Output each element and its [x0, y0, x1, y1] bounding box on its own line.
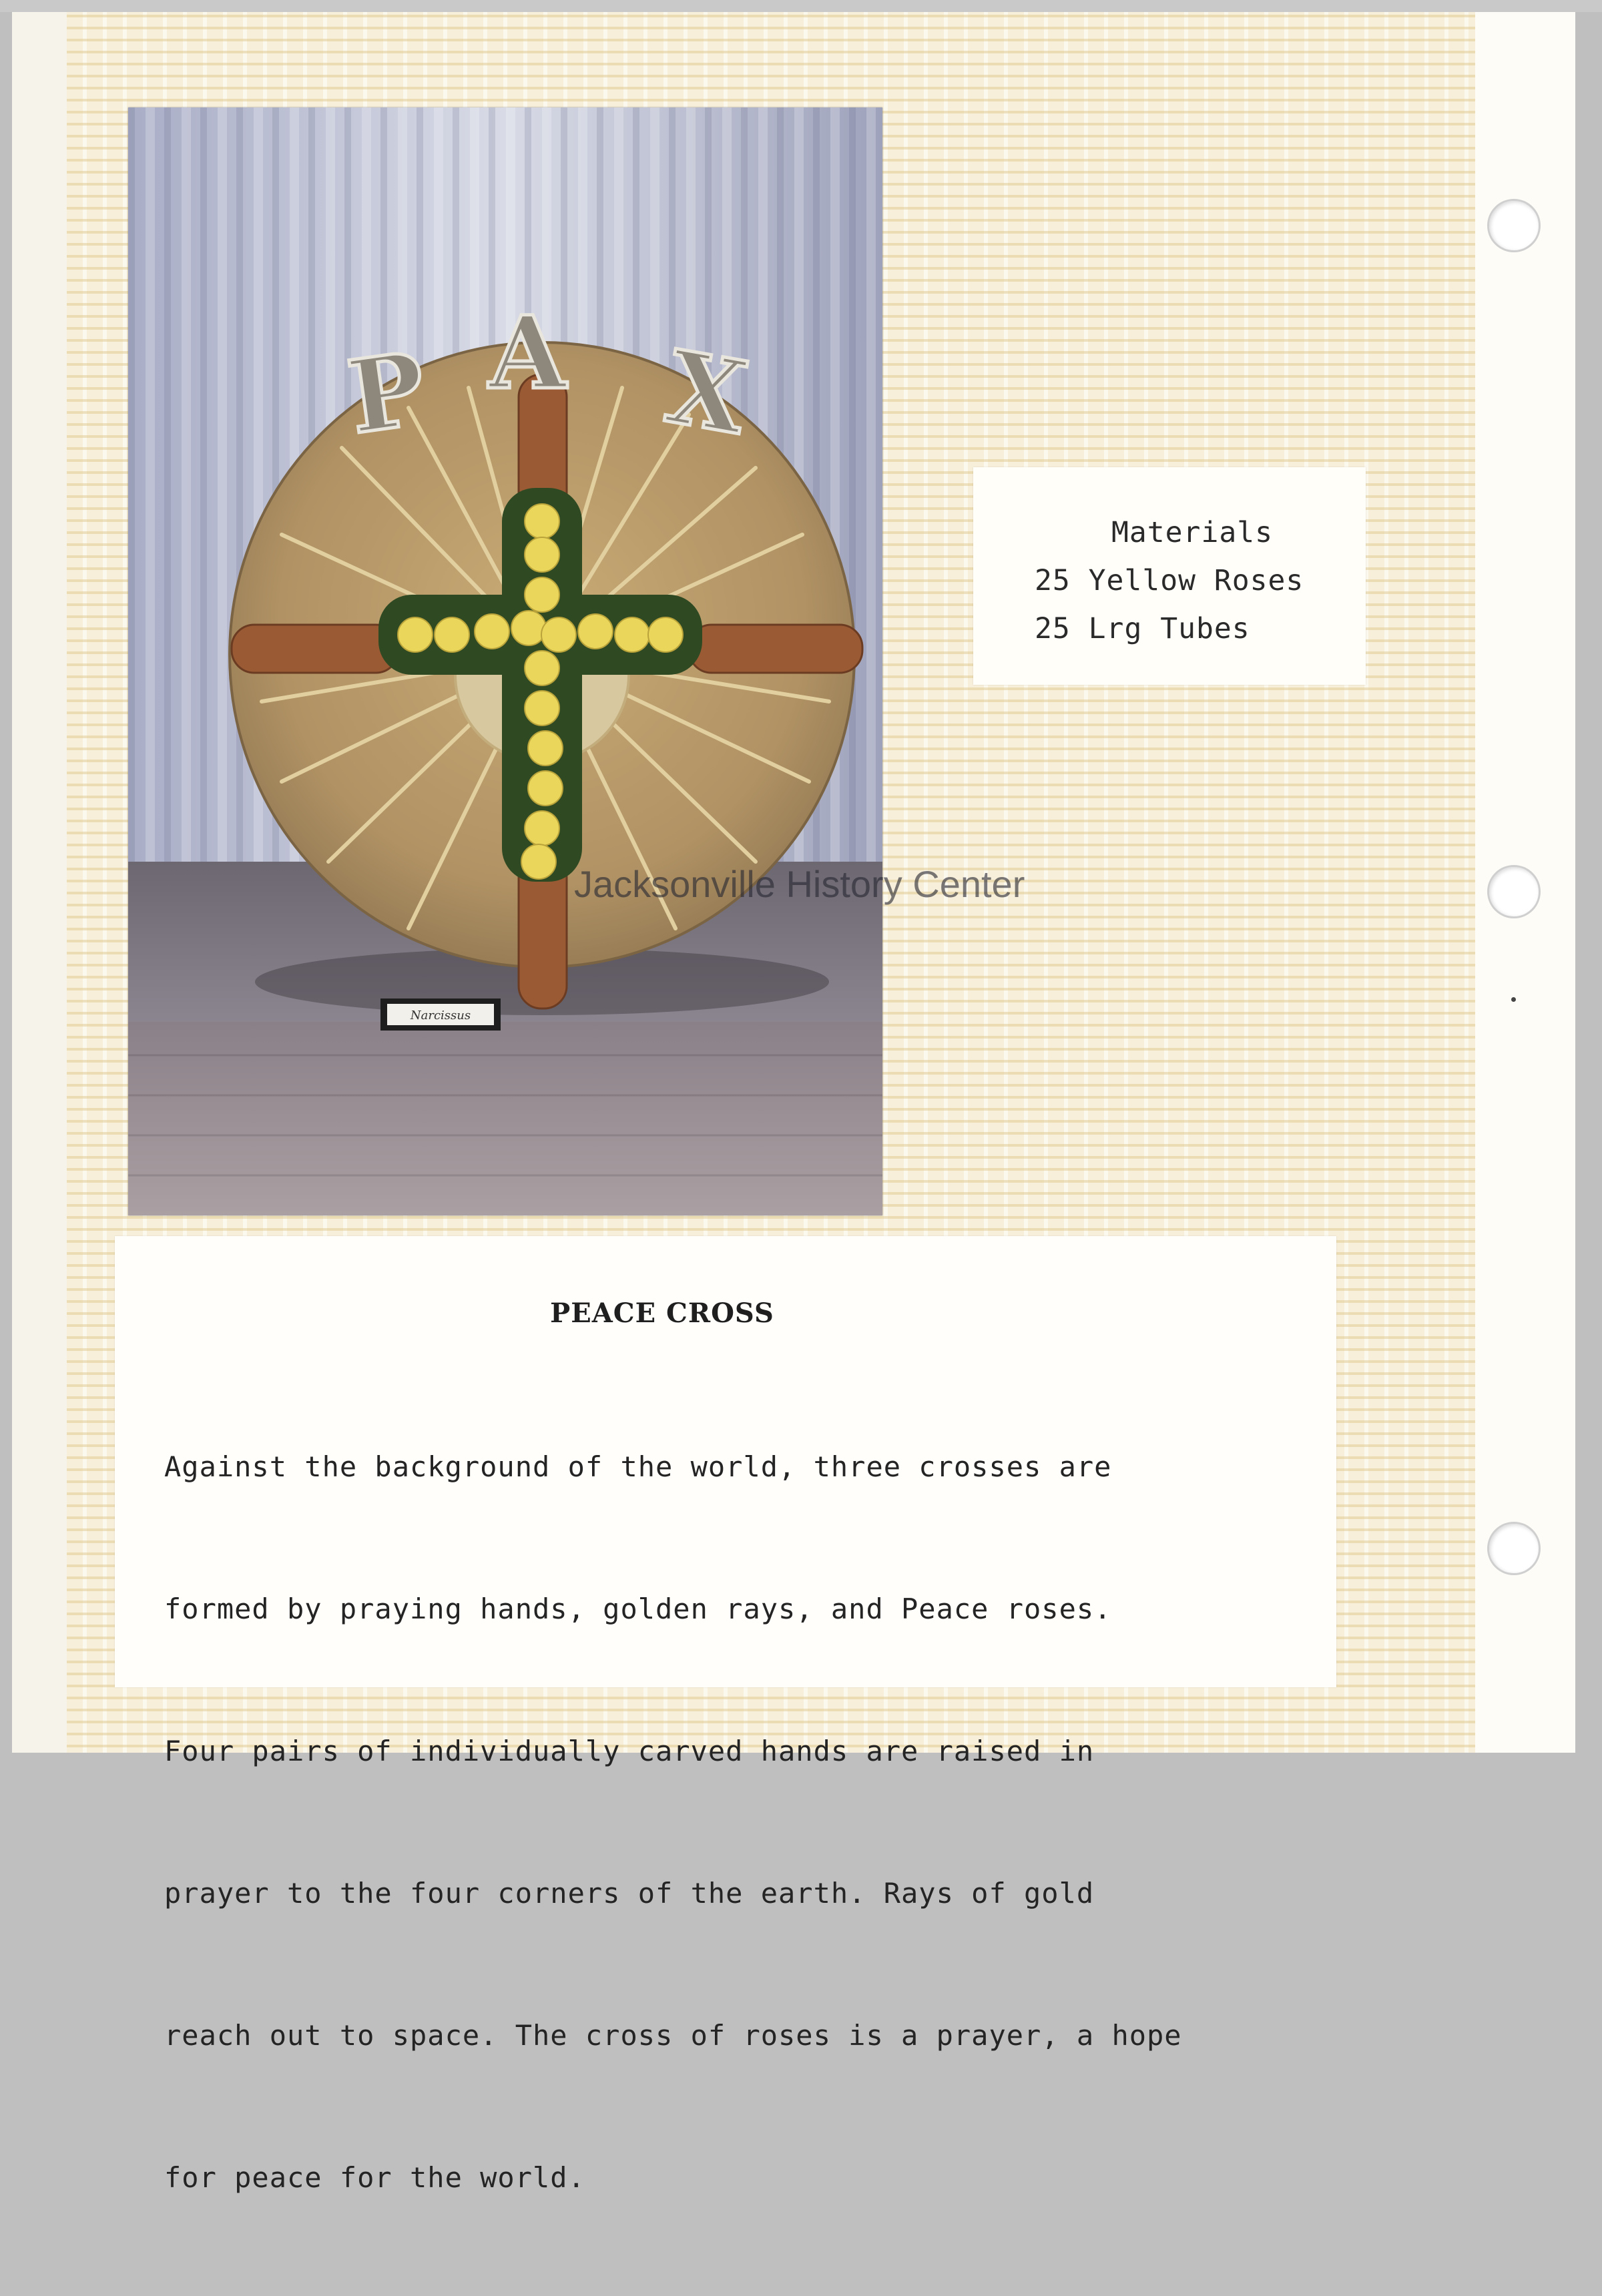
description-line: Four pairs of individually carved hands are raised in [164, 1735, 1095, 1767]
binder-hole-middle [1487, 865, 1541, 918]
description-line: prayer to the four corners of the earth. Rays of gold [164, 1877, 1095, 1910]
description-line: reach out to space. The cross of roses is a prayer, a hope [164, 2019, 1182, 2052]
arrangement-photo [128, 107, 882, 1215]
pax-letter-x: X [658, 328, 756, 458]
materials-item: 25 Lrg Tubes [1035, 612, 1250, 645]
description-title: PEACE CROSS [550, 1298, 774, 1329]
pax-letter-p: P [341, 330, 433, 457]
description-line: Against the background of the world, three crosses are [164, 1450, 1112, 1483]
materials-heading: Materials [1111, 516, 1273, 549]
binder-hole-bottom [1487, 1522, 1541, 1575]
materials-item: 25 Yellow Roses [1035, 564, 1304, 597]
peace-cross-arrangement-image [128, 107, 882, 1215]
description-body [164, 1348, 1312, 2296]
materials-card [973, 467, 1366, 685]
watermark: Jacksonville History Center [574, 863, 1025, 905]
materials-list [1035, 509, 1304, 653]
binder-hole-top [1487, 199, 1541, 252]
scan-edge [0, 0, 1602, 12]
placard-label: Narcissus [410, 1009, 471, 1023]
description-line: formed by praying hands, golden rays, and Peace roses. [164, 1593, 1112, 1625]
pax-letter-a: A [489, 294, 567, 412]
description-card [115, 1236, 1336, 2194]
paper-speck [1511, 997, 1516, 1002]
description-line: for peace for the world. [164, 2161, 585, 2194]
page-left-margin [12, 12, 67, 1753]
